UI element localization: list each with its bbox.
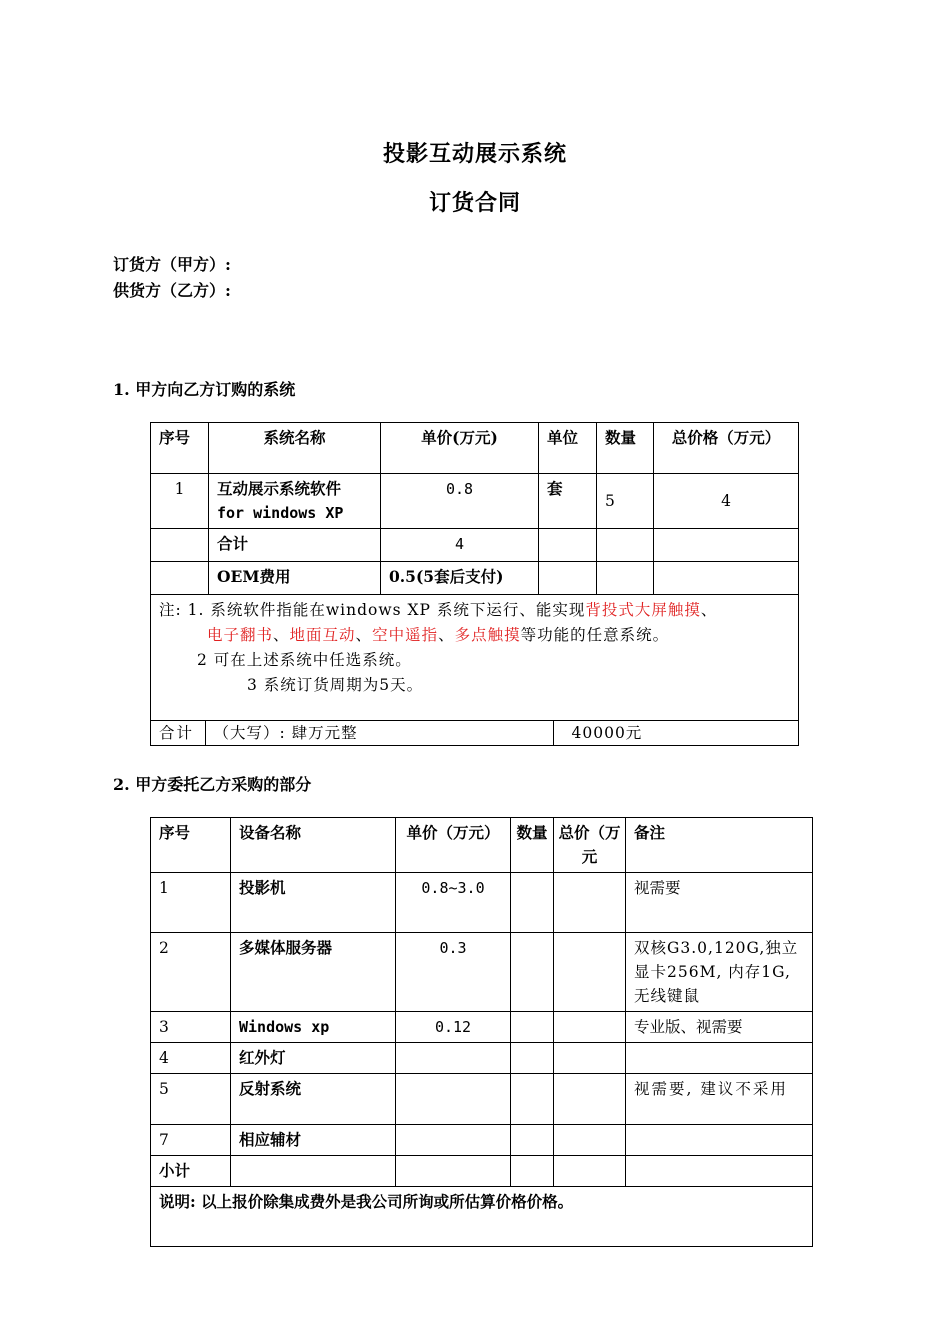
explanation-text: 说明: 以上报价除集成费外是我公司所询或所估算价格价格。 [151, 1187, 813, 1247]
table-header-row [151, 818, 813, 873]
row-price [396, 1074, 511, 1125]
section-1-title: 1. 甲方向乙方订购的系统 [113, 380, 296, 399]
row-no: 4 [151, 1043, 231, 1074]
header-remark: 备注 [626, 818, 813, 873]
row-total [554, 1043, 626, 1074]
explanation-row [151, 1187, 813, 1247]
table-row [151, 1125, 813, 1156]
row-total [554, 1012, 626, 1043]
table-row [151, 1043, 813, 1074]
row-unit-price: 0.8 [381, 474, 539, 529]
procurement-table [150, 817, 813, 1247]
header-unit-price: 单价(万元) [381, 423, 539, 474]
note-highlight-ebook: 电子翻书 [207, 626, 274, 644]
row-price [396, 1125, 511, 1156]
row-no: 1 [151, 873, 231, 933]
row-total [554, 873, 626, 933]
table-row [151, 474, 799, 529]
oem-label: OEM费用 [209, 562, 381, 595]
subtotal-label: 合计 [209, 529, 381, 562]
header-total-price: 总价格（万元） [654, 423, 799, 474]
header-equipment-name: 设备名称 [231, 818, 396, 873]
header-unit-price: 单价（万元） [396, 818, 511, 873]
row-quantity: 5 [597, 474, 654, 529]
grand-total-label: 合计 [151, 721, 205, 745]
table-row [151, 873, 813, 933]
grand-total-amount: 40000元 [571, 724, 643, 742]
table-header-row [151, 423, 799, 474]
row-qty [511, 873, 554, 933]
row-total [554, 1125, 626, 1156]
row-unit: 套 [539, 474, 597, 529]
row-no: 3 [151, 1012, 231, 1043]
grand-total-row [151, 721, 799, 746]
row-system-name [209, 474, 381, 529]
row-remark: 专业版、视需要 [626, 1012, 813, 1043]
oem-value: 0.5(5套后支付) [381, 562, 539, 595]
row-price: 0.3 [396, 933, 511, 1012]
subtotal-row [151, 1156, 813, 1187]
party-b-label: 供货方（乙方）: [113, 281, 231, 300]
row-price: 0.8~3.0 [396, 873, 511, 933]
subtotal-label: 小计 [151, 1156, 231, 1187]
row-remark: 视需要 [626, 873, 813, 933]
row-remark [626, 1125, 813, 1156]
note-prefix: 注: 1. 系统软件指能在windows XP 系统下运行、能实现 [159, 601, 586, 619]
order-table [150, 422, 799, 746]
row-total [554, 933, 626, 1012]
note-highlight-floor: 地面互动 [289, 626, 356, 644]
row-name: 相应辅材 [231, 1125, 396, 1156]
row-no: 1 [151, 474, 209, 529]
subtotal-value: 4 [381, 529, 539, 562]
party-a-label: 订货方（甲方）: [113, 255, 231, 274]
row-qty [511, 1074, 554, 1125]
row-remark: 视需要, 建议不采用 [626, 1074, 813, 1125]
row-total [554, 1074, 626, 1125]
row-name: 红外灯 [231, 1043, 396, 1074]
row-name: 多媒体服务器 [231, 933, 396, 1012]
document-title: 投影互动展示系统 [382, 141, 567, 167]
note-row [151, 595, 799, 721]
row-qty [511, 1125, 554, 1156]
row-price: 0.12 [396, 1012, 511, 1043]
row-qty [511, 1012, 554, 1043]
note-cell: 注: 1. 系统软件指能在windows XP 系统下运行、能实现背投式大屏触摸、 电子翻书、地面互动、空中遥指、多点触摸等功能的任意系统。 2 可在上述系统中任选系统。 3 系统订货周期为5天。 [151, 595, 799, 721]
row-no: 2 [151, 933, 231, 1012]
header-no: 序号 [151, 818, 231, 873]
header-unit: 单位 [539, 423, 597, 474]
row-price [396, 1043, 511, 1074]
header-quantity: 数量 [511, 818, 554, 873]
header-system-name: 系统名称 [209, 423, 381, 474]
header-total-price: 总价（万元 [554, 818, 626, 873]
row-name: 反射系统 [231, 1074, 396, 1125]
row-qty [511, 1043, 554, 1074]
grand-total-words: （大写）: 肆万元整 [205, 721, 553, 745]
document-subtitle: 订货合同 [428, 190, 521, 216]
row-name: 投影机 [231, 873, 396, 933]
system-name-line1: 互动展示系统软件 [217, 479, 342, 498]
row-remark [626, 1043, 813, 1074]
row-name: Windows xp [231, 1012, 396, 1043]
table-row [151, 1074, 813, 1125]
header-no: 序号 [151, 423, 209, 474]
note-item-2: 2 可在上述系统中任选系统。 [197, 651, 412, 669]
note-highlight-air-pointing: 空中遥指 [372, 626, 439, 644]
table-row [151, 562, 799, 595]
table-row [151, 529, 799, 562]
table-row [151, 933, 813, 1012]
table-row [151, 1012, 813, 1043]
system-name-line2: for windows XP [217, 504, 344, 522]
row-no: 5 [151, 1074, 231, 1125]
note-highlight-multitouch: 多点触摸 [454, 626, 521, 644]
row-no: 7 [151, 1125, 231, 1156]
section-2-title: 2. 甲方委托乙方采购的部分 [113, 775, 312, 794]
header-quantity: 数量 [597, 423, 654, 474]
note-separator: 、 [700, 601, 718, 619]
row-total: 4 [654, 474, 799, 529]
row-remark: 双核G3.0,120G,独立显卡256M, 内存1G, 无线键鼠 [626, 933, 813, 1012]
note-highlight-rear-projection: 背投式大屏触摸 [585, 601, 701, 619]
note-item-3: 3 系统订货周期为5天。 [247, 676, 424, 694]
row-qty [511, 933, 554, 1012]
note-suffix: 等功能的任意系统。 [520, 626, 670, 644]
